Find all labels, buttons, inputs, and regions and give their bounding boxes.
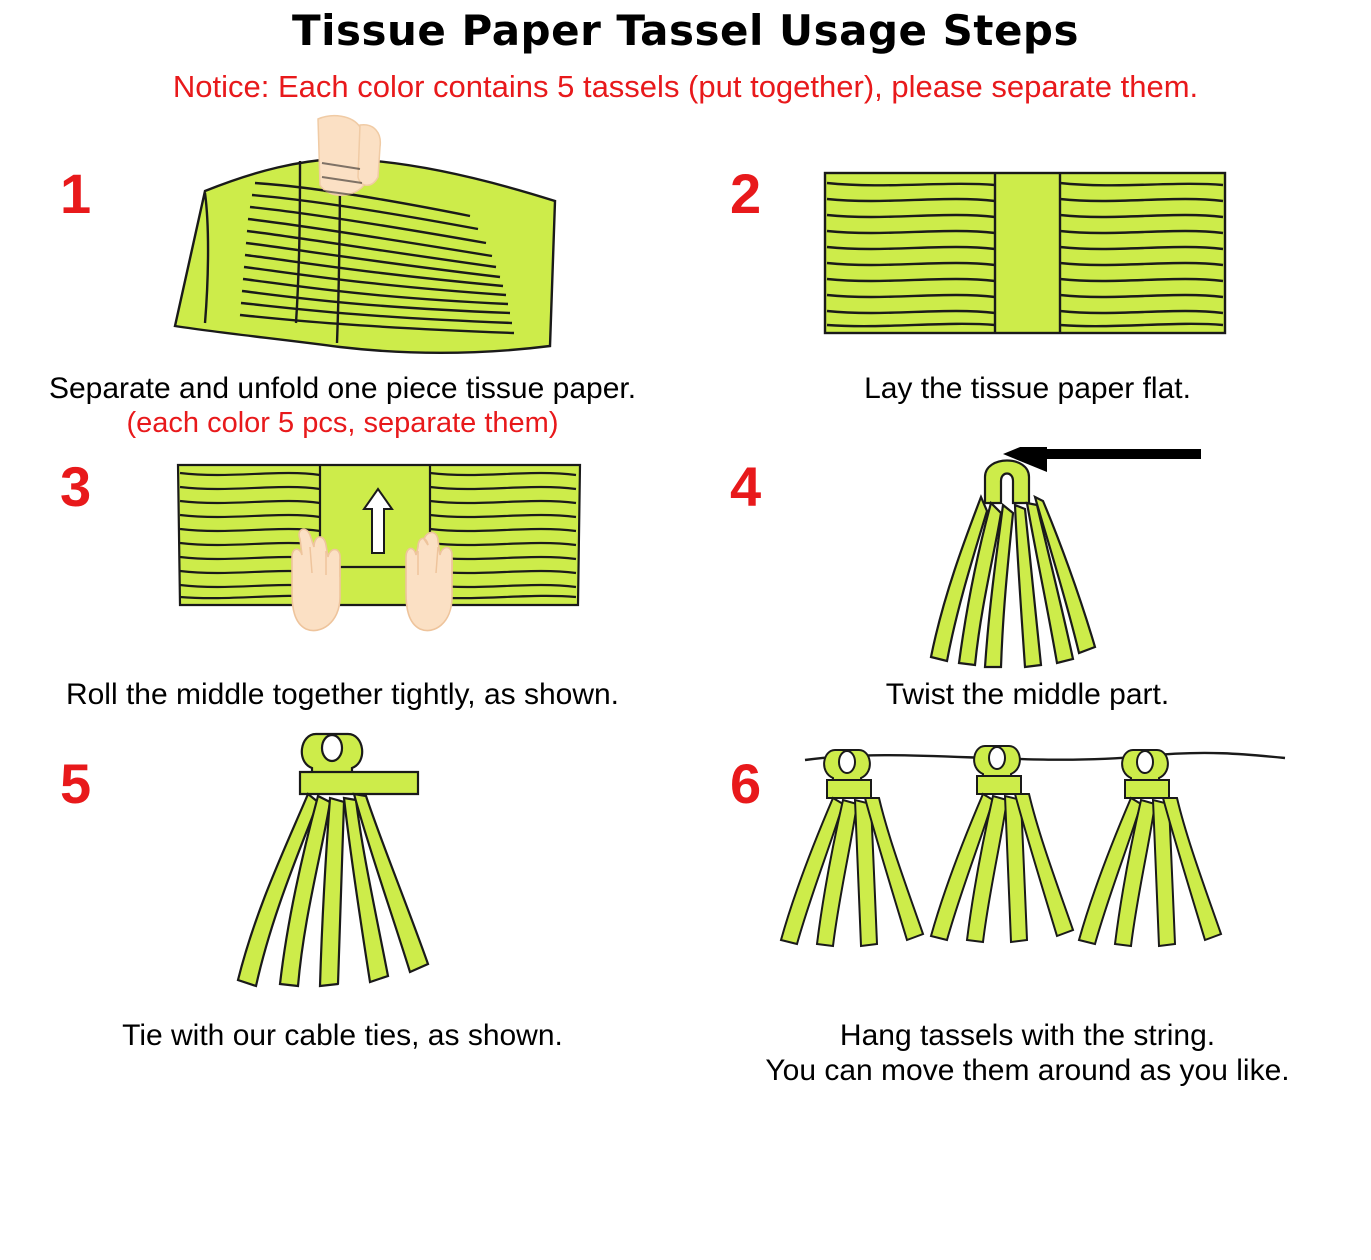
step-2: [685, 111, 1370, 441]
step-3-illustration: [0, 447, 685, 677]
pointing-arrow: [1003, 447, 1201, 472]
step-1-subcaption: (each color 5 pcs, separate them): [126, 407, 559, 440]
step-3-caption: Roll the middle together tightly, as shown.: [65, 677, 620, 711]
steps-grid: [0, 111, 1371, 1089]
step-6-illustration: [685, 728, 1370, 1018]
steps-row-2: [0, 447, 1371, 712]
tutorial-page: [0, 6, 1371, 1260]
step-3: [0, 447, 685, 712]
step-4-caption: Twist the middle part.: [885, 677, 1170, 711]
notice-text: Notice: Each color contains 5 tassels (put together), please separate them.: [172, 69, 1199, 104]
step-number-3: 3: [60, 454, 92, 518]
step-5-illustration: [0, 728, 685, 1018]
step-6-caption: Hang tassels with the string.: [839, 1019, 1216, 1052]
step-5-caption: Tie with our cable ties, as shown.: [122, 1019, 563, 1052]
step-number-6: 6: [730, 752, 762, 815]
hanging-string: [805, 753, 1285, 760]
cable-tie: [300, 772, 418, 794]
step-6-subcaption: You can move them around as you like.: [765, 1054, 1290, 1088]
steps-row-3: [0, 728, 1371, 1089]
step-number-5: 5: [60, 752, 92, 815]
step-4-illustration: [685, 447, 1370, 677]
step-number-4: 4: [730, 454, 762, 518]
step-number-2: 2: [730, 162, 762, 225]
step-number-1: 1: [60, 162, 92, 225]
step-1-illustration: [0, 111, 685, 371]
step-4: [685, 447, 1370, 712]
step-2-illustration: [685, 111, 1370, 371]
step-6: [685, 728, 1370, 1089]
step-1: [0, 111, 685, 441]
step-2-caption: Lay the tissue paper flat.: [864, 372, 1191, 405]
step-5: [0, 728, 685, 1089]
page-title: Tissue Paper Tassel Usage Steps: [291, 6, 1079, 55]
steps-row-1: [0, 111, 1371, 441]
step-1-caption: Separate and unfold one piece tissue paper.: [48, 372, 637, 405]
